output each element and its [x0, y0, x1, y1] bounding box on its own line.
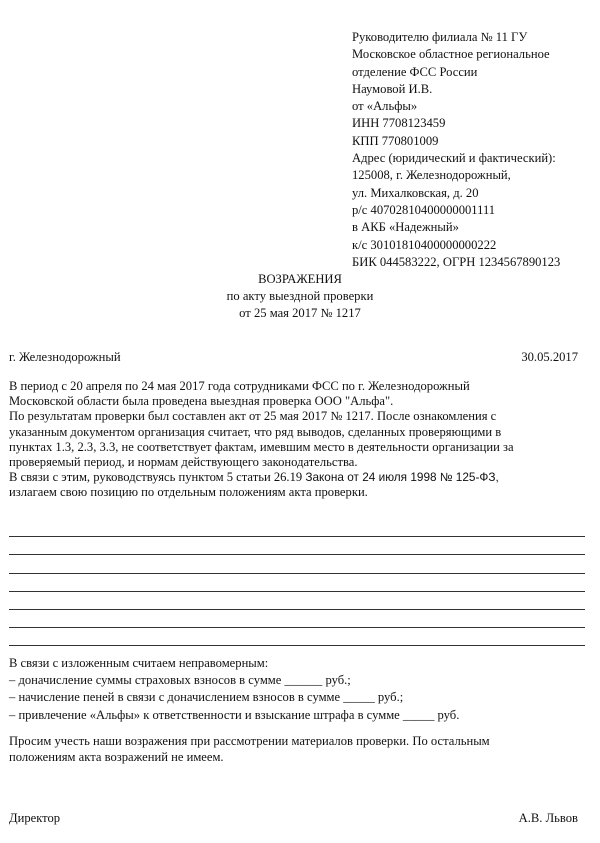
addressee-line: БИК 044583222, ОГРН 1234567890123	[352, 254, 561, 269]
blank-line	[9, 574, 585, 592]
addressee-line: Руководителю филиала № 11 ГУ	[352, 30, 528, 44]
body-line-text: В связи с этим, руководствуясь пунктом 5 статьи 26.19	[9, 470, 306, 485]
claims-intro: В связи с изложенным считаем неправомерным:	[9, 656, 269, 670]
addressee-line: в АКБ «Надежный»	[352, 220, 459, 235]
body-line: пунктах 1.3, 2.3, 3.3, не соответствует фактам, имевшим место в деятельности организации за	[9, 439, 514, 454]
addressee-line: Наумовой И.В.	[352, 81, 433, 96]
addressee-block	[352, 29, 592, 271]
body-paragraph	[9, 379, 591, 501]
request-line: Просим учесть наши возражения при рассмотрении материалов проверки. По остальным	[9, 734, 490, 748]
claim-item: – доначисление суммы страховых взносов в сумме ______ руб.;	[9, 673, 351, 688]
body-line: излагаем свою позицию по отдельным положениям акта проверки.	[9, 485, 368, 500]
blank-lines	[9, 519, 585, 646]
blank-line	[9, 555, 585, 573]
document-title	[0, 271, 600, 322]
addressee-line: к/с 30101810400000000222	[352, 237, 497, 252]
addressee-line: КПП 770801009	[352, 133, 439, 148]
body-line: Московской области была проведена выездная проверка ООО "Альфа".	[9, 394, 394, 409]
place-of-issue: г. Железнодорожный	[9, 350, 121, 364]
addressee-line: ул. Михалковская, д. 20	[352, 185, 479, 200]
blank-line	[9, 628, 585, 646]
body-line: указанным документом организация считает, что ряд выводов, сделанных проверяющими в	[9, 424, 502, 439]
request-line: положениям акта возражений не имеем.	[9, 750, 224, 765]
body-line: В период с 20 апреля по 24 мая 2017 года сотрудниками ФСС по г. Железнодорожный	[9, 379, 470, 393]
document-date: 30.05.2017	[521, 350, 578, 364]
claims-list	[9, 655, 591, 724]
addressee-line: Адрес (юридический и фактический):	[352, 151, 556, 166]
body-line: По результатам проверки был составлен акт от 25 мая 2017 № 1217. После ознакомления с	[9, 409, 497, 424]
law-reference: Закона от 24 июля 1998 № 125-ФЗ,	[305, 470, 499, 485]
blank-line	[9, 592, 585, 610]
addressee-line: Московское областное региональное	[352, 47, 550, 62]
addressee-line: р/с 40702810400000001111	[352, 202, 496, 217]
addressee-line: отделение ФСС России	[352, 64, 478, 79]
blank-line	[9, 519, 585, 537]
addressee-line: ИНН 7708123459	[352, 116, 446, 131]
body-line: проверяемый период, и нормам действующего законодательства.	[9, 455, 358, 470]
blank-line	[9, 610, 585, 628]
blank-line	[9, 537, 585, 555]
addressee-line: от «Альфы»	[352, 99, 418, 114]
claim-item: – начисление пеней в связи с доначислением взносов в сумме _____ руб.;	[9, 690, 404, 705]
title-act-reference: от 25 мая 2017 № 1217	[239, 306, 361, 320]
addressee-line: 125008, г. Железнодорожный,	[352, 168, 511, 183]
claim-item: – привлечение «Альфы» к ответственности и взыскание штрафа в сумме _____ руб.	[9, 707, 460, 722]
signatory-name: А.В. Львов	[518, 811, 578, 825]
signatory-position: Директор	[9, 811, 61, 825]
body-line	[9, 470, 591, 485]
request-paragraph	[9, 733, 591, 766]
title-subject: по акту выездной проверки	[226, 289, 374, 303]
title-heading: ВОЗРАЖЕНИЯ	[258, 272, 342, 286]
